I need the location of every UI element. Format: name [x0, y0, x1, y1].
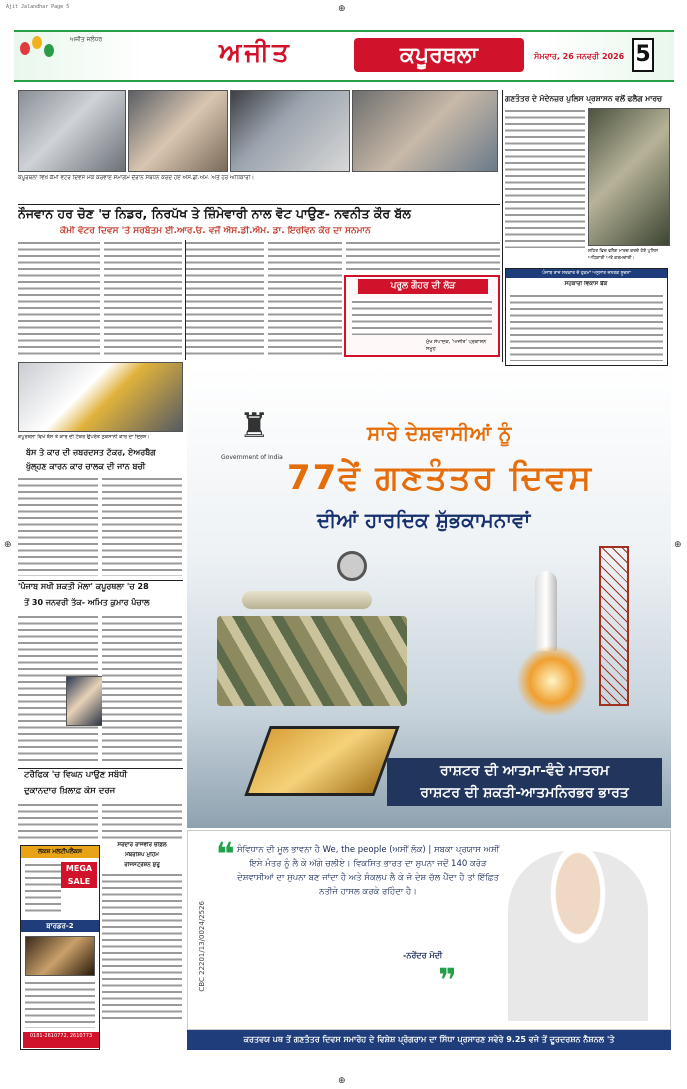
photo-voter-day-2 — [128, 90, 228, 172]
accident-headline-2: ਖੁੱਲ੍ਹਣ ਕਾਰਨ ਕਾਰ ਚਾਲਕ ਦੀ ਜਾਨ ਬਚੀ — [26, 462, 146, 471]
bottom-slug — [0, 1074, 687, 1089]
obituary-line-2: ਮੈਂਬਰਸ਼ਿਪ ਮੁਹਿੰਮ — [125, 852, 159, 858]
multiplex-ad-text — [25, 862, 61, 914]
missile-truck-illustration — [217, 616, 407, 706]
section-rule — [18, 204, 500, 205]
quote-text: ਸੰਵਿਧਾਨ ਦੀ ਮੂਲ ਭਾਵਨਾ ਹੈ We, the people (ਅਸੀਂ ਲੋਕ) | ਸਬਕਾ ਪ੍ਰਯਾਸ ਅਸੀਂ ਇਸੇ ਮੰਤਰ ਨੂੰ ਲੈ ਕੇ ਅੱਗੇ ਚਲੀਏ। ਵਿਕਸਿਤ ਭਾਰਤ ਦਾ ਸੁਪਨਾ ਜਦੋਂ 140 ਕਰੋੜ ਦੇਸ਼ਵਾਸੀਆਂ ਦਾ ਸੁਪਨਾ ਬਣ ਜਾਂਦਾ ਹੈ ਅਤੇ ਸੰਕਲਪ ਲੈ ਕੇ ਜੋ ਦੇਸ਼ ਚੱਲ ਪੈਂਦਾ ਹੈ ਤਾਂ ਇੱਛਿਤ ਨਤੀਜੇ ਹਾਸਲ ਕਰਕੇ ਰਹਿੰਦਾ ਹੈ। — [236, 845, 500, 897]
notice-body — [510, 293, 663, 361]
page-number: 5 — [632, 38, 654, 72]
ad-slogan-1: ਰਾਸ਼ਟਰ ਦੀ ਆਤਮਾ-ਵੰਦੇ ਮਾਤਰਮ — [439, 763, 610, 779]
multiplex-phone: 0181-2610772, 2610773 — [23, 1032, 99, 1048]
top-story-headline: ਨੌਜਵਾਨ ਹਰ ਚੋਣ 'ਚ ਨਿਡਰ, ਨਿਰਪੱਖ ਤੇ ਜ਼ਿੰਮੇਵਾਰੀ ਨਾਲ ਵੋਟ ਪਾਉਣ- ਨਵਨੀਤ ਕੌਰ ਬੱਲ — [18, 206, 411, 221]
ad-line-3: ਦੀਆਂ ਹਾਰਦਿਕ ਸ਼ੁੱਭਕਾਮਨਾਵਾਂ — [317, 508, 531, 532]
fair-headline-2: ਤੋਂ 30 ਜਨਵਰੀ ਤੱਕ- ਅਮਿਤ ਕੁਮਾਰ ਪੰਚਾਲ — [24, 598, 150, 607]
multiplex-ad — [20, 845, 100, 1050]
photo-voter-day-4 — [352, 90, 498, 172]
photo-voter-day-3 — [230, 90, 350, 172]
ashoka-emblem-icon: ♜ — [239, 406, 270, 446]
obituary-body — [102, 872, 182, 1022]
mega-sale-line-1: MEGA — [65, 864, 93, 873]
accident-caption: ਕਪੂਰਥਲਾ ਵਿਖੇ ਬੱਸ ਤੇ ਕਾਰ ਦੀ ਟੱਕਰ ਉਪਰੰਤ ਨੁਕਸਾਨੀ ਕਾਰ ਦਾ ਦ੍ਰਿਸ਼। — [18, 434, 150, 440]
photo-voter-day-1 — [18, 90, 126, 172]
top-story-body-col3 — [186, 240, 264, 358]
column-rule — [502, 90, 503, 362]
quote-author: -ਨਰੇਂਦਰ ਮੋਦੀ — [403, 951, 443, 960]
rocket-plume-illustration — [517, 646, 587, 716]
section-rule — [18, 768, 183, 769]
masthead-date: ਸੋਮਵਾਰ, 26 ਜਨਵਰੀ 2026 — [534, 52, 625, 61]
quote-close-icon: ❞ — [438, 961, 457, 999]
quote-open-icon: ❝ — [216, 835, 235, 873]
broadcast-strip: ਕਰਤਵਯ ਪਥ ਤੋਂ ਗਣਤੰਤਰ ਦਿਵਸ ਸਮਾਰੋਹ ਦੇ ਵਿਸ਼ੇਸ਼ ਪ੍ਰੋਗਰਾਮ ਦਾ ਸਿੱਧਾ ਪ੍ਰਸਾਰਣ ਸਵੇਰੇ 9.25 ਵਜੇ ਤੋਂ ਦੂਰਦਰਸ਼ਨ ਨੈਸ਼ਨਲ 'ਤੇ — [187, 1030, 671, 1050]
ad-line-2: 77ਵੇਂ ਗਣਤੰਤਰ ਦਿਵਸ — [287, 458, 594, 498]
notice-org: ਸਹਕਾਰੀ ਵਿਕਾਸ ਬੈਂਕ — [564, 281, 608, 287]
notice-head: ਪੰਜਾਬ ਰਾਜ ਸਰਕਾਰ ਦੇ ਹੁਕਮਾਂ ਅਨੁਸਾਰ ਜਨਤਕ ਸੂਚਨਾ — [506, 269, 667, 278]
portrait-illustration — [508, 851, 648, 1021]
column-rule — [185, 240, 186, 360]
accident-headline-1: ਬੱਸ ਤੇ ਕਾਰ ਦੀ ਜ਼ਬਰਦਸਤ ਟੱਕਰ, ਏਅਰਬੈਗ — [26, 448, 156, 457]
traffic-body-col1 — [18, 802, 98, 842]
public-notice — [505, 268, 668, 366]
masthead-city: ਕਪੂਰਥਲਾ — [354, 38, 524, 72]
movie-poster — [25, 936, 95, 976]
registration-mark-right-icon: ⊕ — [674, 540, 682, 550]
photo-accident — [18, 362, 183, 432]
ad-slogan-2: ਰਾਸ਼ਟਰ ਦੀ ਸ਼ਕਤੀ-ਆਤਮਨਿਰਭਰ ਭਾਰਤ — [420, 785, 629, 801]
rocket-illustration — [535, 571, 557, 651]
traffic-body-col2 — [102, 802, 182, 842]
section-rule — [18, 580, 183, 581]
mega-sale-line-2: SALE — [67, 877, 91, 886]
obituary-line-3: ਰਜਿਸਟ੍ਰੇਸ਼ਨ ਸ਼ੁਰੂ — [124, 862, 160, 868]
ad-code: CBC 22201/13/0024/2526 — [198, 901, 206, 992]
accident-body-col1 — [18, 476, 98, 576]
traffic-headline-2: ਦੁਕਾਨਦਾਰ ਖ਼ਿਲਾਫ਼ ਕੇਸ ਦਰਜ — [24, 786, 116, 796]
showtimes — [25, 980, 95, 1028]
parul-box — [344, 275, 500, 357]
mega-sale-badge — [61, 862, 97, 888]
movie-title: ਬਾਰਡਰ-2 — [21, 920, 99, 932]
masthead-edition: ਅਜੀਤ ਜਲੰਧਰ — [70, 36, 103, 43]
flag-march-headline: ਗਣਤੰਤਰ ਦੇ ਮੱਦੇਨਜ਼ਰ ਪੁਲਿਸ ਪ੍ਰਸ਼ਾਸਨ ਵਲੋਂ ਫਲੈਗ ਮਾਰਚ — [505, 94, 663, 103]
ad-slogan — [387, 758, 662, 806]
registration-mark-top-icon: ⊕ — [338, 4, 346, 14]
balloon-icon — [44, 44, 54, 57]
page-slug: Ajit Jalandhar Page 5 — [6, 4, 70, 10]
top-story-body-col5 — [346, 240, 500, 272]
quote-ad — [187, 830, 671, 1030]
balloon-icon — [20, 42, 30, 55]
missile-illustration — [242, 591, 372, 609]
fair-body-col2 — [102, 614, 182, 764]
parul-signature: ਮੁੱਖ ਸੰਪਾਦਕ, 'ਅਜੀਤ' ਪ੍ਰਕਾਸ਼ਨ ਸਮੂਹ — [426, 339, 487, 352]
registration-mark-left-icon: ⊕ — [4, 540, 12, 550]
accident-body-col2 — [102, 476, 182, 576]
parul-body — [352, 299, 492, 335]
parul-title: ਪਰੂਲ ਗੌਹਰ ਦੀ ਲੋੜ — [358, 279, 488, 294]
launch-tower-illustration — [599, 546, 629, 706]
masthead — [14, 30, 674, 82]
masthead-brand: ਅਜੀਤ — [219, 38, 292, 68]
top-story-body-col2 — [104, 240, 182, 358]
semiconductor-chip-illustration — [244, 726, 399, 796]
top-story-body-col4 — [268, 240, 342, 358]
fair-headline-1: 'ਪੰਜਾਬ ਸਖੀ ਸ਼ਕਤੀ ਮੇਲਾ' ਕਪੂਰਥਲਾ 'ਚ 28 — [18, 582, 149, 591]
registration-mark-bottom-icon: ⊕ — [338, 1076, 346, 1086]
obituary-line-1: ਸਰਦਾਰ ਰਾਜਵੀਰ ਚੀਫ਼ਲ — [117, 842, 167, 848]
photo-officer — [66, 676, 106, 726]
flag-march-caption: ਸ਼ਹਿਰ ਵਿਚ ਫਲੈਗ ਮਾਰਚ ਕਰਦੇ ਹੋਏ ਪੁਲਿਸ ਅਧਿਕਾਰੀ ਅਤੇ ਕਰਮਚਾਰੀ। — [588, 249, 659, 261]
flag-march-body — [505, 108, 585, 248]
ad-goi-label: Government of India — [221, 454, 283, 461]
radar-dish-illustration — [337, 551, 367, 581]
top-story-body-col1 — [18, 240, 100, 358]
ad-line-1: ਸਾਰੇ ਦੇਸ਼ਵਾਸੀਆਂ ਨੂੰ — [367, 421, 512, 445]
top-story-caption: ਕਪੂਰਥਲਾ ਵਿਖੇ ਕੌਮੀ ਵੋਟਰ ਦਿਵਸ ਮੌਕੇ ਕਰਵਾਏ ਸਮਾਗਮ ਦੌਰਾਨ ਸੰਬੋਧਨ ਕਰਦੇ ਹੋਏ ਐਸ.ਡੀ.ਐਮ. ਅਤੇ ਹੋਰ ਅਧਿਕਾਰੀ। — [18, 175, 255, 181]
republic-day-ad — [187, 366, 671, 828]
photo-flag-march — [588, 108, 670, 246]
multiplex-ad-head: ਲਕਸ਼ ਮਲਟੀਪਲੈਕਸ — [21, 846, 99, 858]
top-story-subheadline: ਕੌਮੀ ਵੋਟਰ ਦਿਵਸ 'ਤੇ ਸਰਬੋਤਮ ਈ.ਆਰ.ਓ. ਵਜੋਂ ਐਸ.ਡੀ.ਐਮ. ਡਾ. ਇਰਵਿਨ ਕੌਰ ਦਾ ਸਨਮਾਨ — [60, 226, 371, 236]
balloon-icon — [32, 36, 42, 49]
traffic-headline-1: ਟਰੈਫਿਕ 'ਚ ਵਿਘਨ ਪਾਉਣ ਸਬੰਧੀ — [24, 770, 128, 780]
